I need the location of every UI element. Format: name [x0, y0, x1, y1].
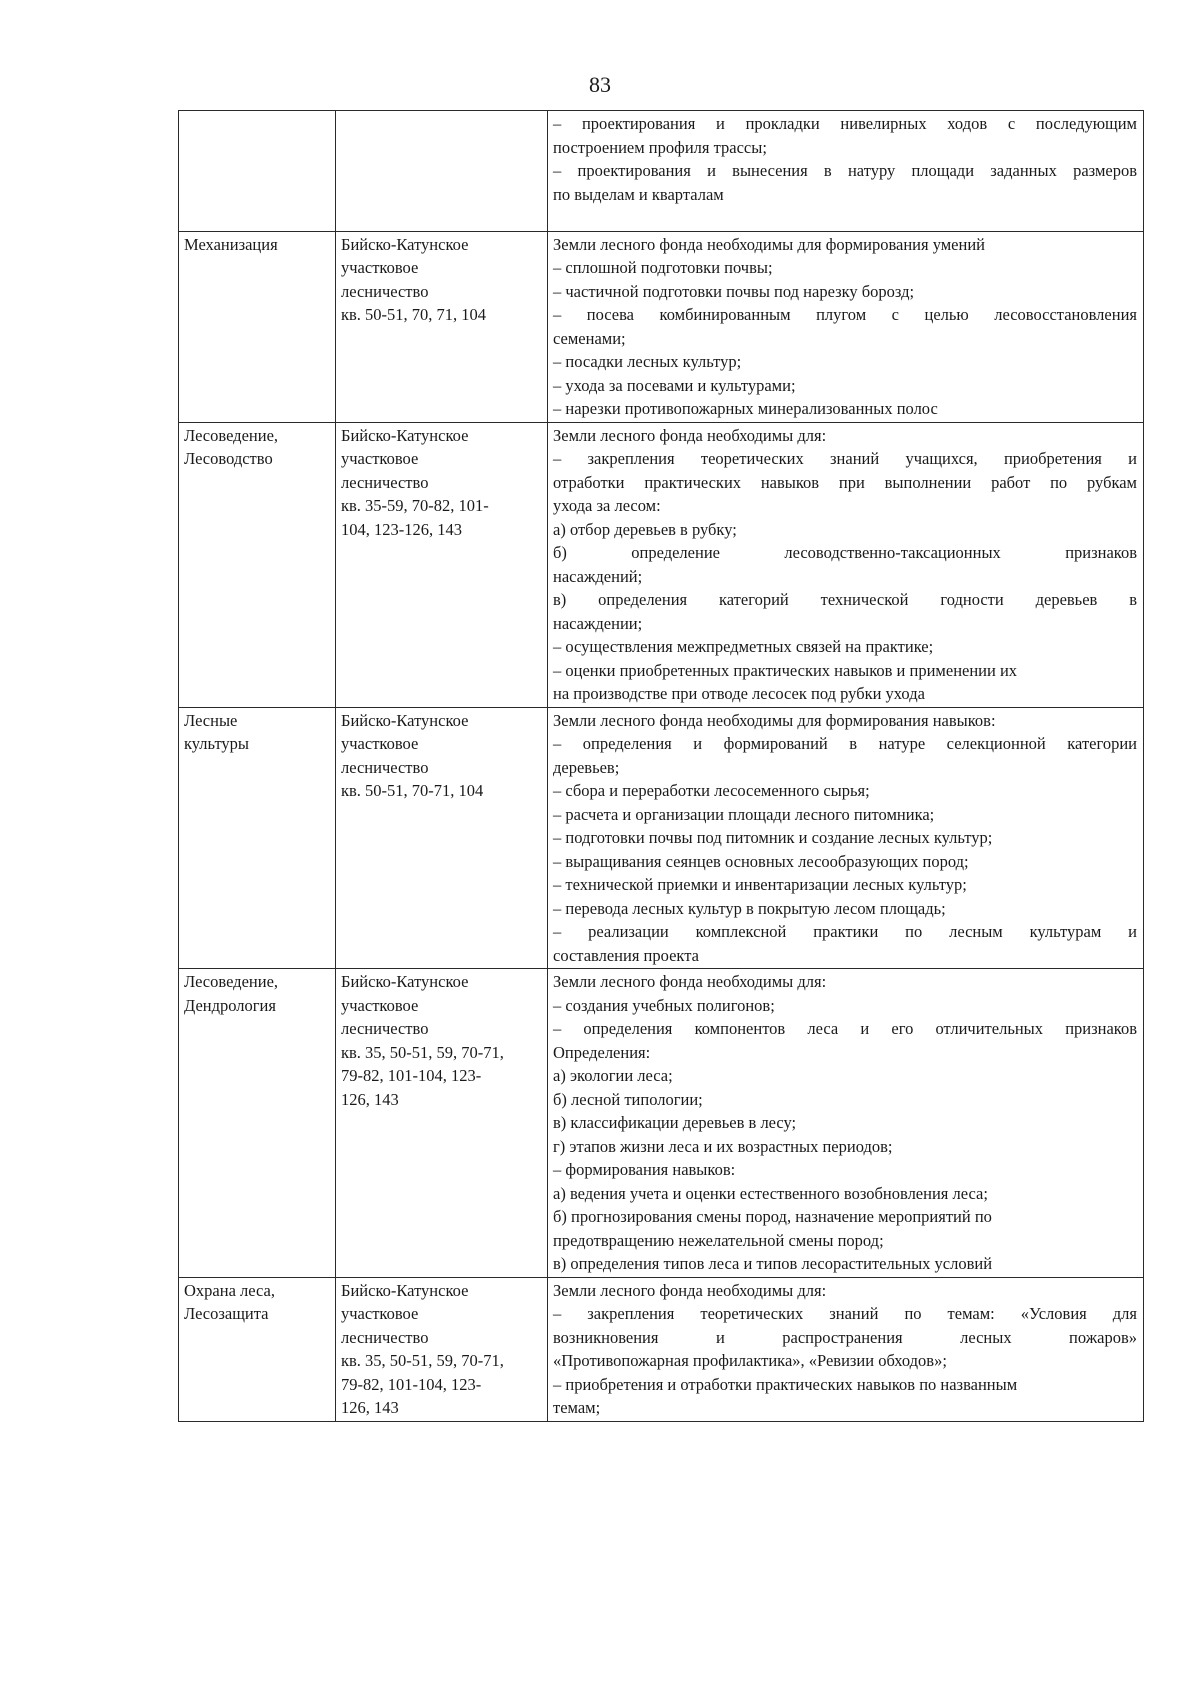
location-line: участковое [341, 995, 419, 1015]
subject-cell [179, 231, 336, 422]
subject-line: Механизация [184, 234, 278, 254]
content-line: – частичной подготовки почвы под нарезку борозд; [553, 281, 915, 301]
content-line: на производстве при отводе лесосек под рубки ухода [553, 684, 925, 703]
content-line: – расчета и организации площади лесного питомника; [553, 804, 935, 824]
subject-cell [179, 111, 336, 232]
subject-line: Лесоведение, [184, 425, 279, 445]
location-cell [336, 969, 548, 1278]
location-line: 79-82, 101-104, 123- [341, 1374, 482, 1394]
location-line: 126, 143 [341, 1089, 399, 1109]
content-line: – технической приемки и инвентаризации лесных культур; [553, 875, 967, 894]
page-number: 83 [589, 72, 611, 97]
location-line: лесничество [341, 757, 429, 777]
location-line: кв. 35-59, 70-82, 101- [341, 496, 489, 515]
location-line: Бийско-Катунское [341, 972, 469, 991]
content-line: «Противопожарная профилактика», «Ревизии обходов»; [553, 1351, 947, 1370]
location-line: кв. 50-51, 70, 71, 104 [341, 305, 487, 324]
location-line: лесничество [341, 1019, 429, 1038]
location-cell [336, 111, 548, 232]
subject-line: Лесозащита [184, 1304, 269, 1323]
content-line: – сплошной подготовки почвы; [553, 258, 773, 277]
table-row [179, 231, 1144, 422]
subject-cell [179, 422, 336, 707]
location-line: лесничество [341, 281, 429, 301]
content-line: Земли лесного фонда необходимы для: [553, 972, 827, 991]
subject-line: Дендрология [184, 995, 276, 1015]
content-line: а) отбор деревьев в рубку; [553, 519, 737, 539]
content-line: в) определения категорий технической годности деревьев в [553, 590, 1137, 609]
location-line: 126, 143 [341, 1398, 399, 1417]
content-line: – проектирования и прокладки нивелирных ходов с последующим [553, 114, 1137, 133]
content-line: – ухода за посевами и культурами; [553, 375, 796, 395]
content-line: – закрепления теоретических знаний учащихся, приобретения и [553, 449, 1137, 468]
content-line: ухода за лесом: [553, 496, 661, 515]
content-cell [548, 707, 1144, 969]
content-line: Определения: [553, 1042, 651, 1062]
content-cell [548, 969, 1144, 1278]
content-line: – посева комбинированным плугом с целью лесовосстановления [553, 305, 1137, 324]
location-cell [336, 707, 548, 969]
content-line: – сбора и переработки лесосеменного сырья; [553, 781, 870, 800]
content-cell [548, 111, 1144, 232]
content-line: построением профиля трассы; [553, 137, 767, 157]
content-line: насаждении; [553, 613, 643, 633]
content-line: отработки практических навыков при выполнении работ по рубкам [553, 472, 1137, 492]
content-line: в) определения типов леса и типов лесорастительных условий [553, 1254, 993, 1273]
subject-cell [179, 707, 336, 969]
location-line: участковое [341, 734, 419, 753]
content-line: Земли лесного фонда необходимы для: [553, 1280, 827, 1300]
content-line: г) этапов жизни леса и их возрастных периодов; [553, 1136, 893, 1156]
subject-cell [179, 1277, 336, 1421]
location-line: Бийско-Катунское [341, 710, 469, 730]
content-line: – посадки лесных культур; [553, 352, 742, 371]
content-line: – оценки приобретенных практических навыков и применении их [553, 660, 1018, 680]
content-line: деревьев; [553, 757, 620, 777]
subject-line: Охрана леса, [184, 1280, 275, 1300]
content-line: – создания учебных полигонов; [553, 995, 775, 1015]
content-line: Земли лесного фонда необходимы для формирования навыков: [553, 710, 996, 730]
table-row [179, 111, 1144, 232]
location-cell [336, 231, 548, 422]
content-line: семенами; [553, 328, 626, 348]
table-row [179, 969, 1144, 1278]
content-line: а) экологии леса; [553, 1066, 673, 1085]
content-line: – осуществления межпредметных связей на практике; [553, 637, 934, 656]
location-line: Бийско-Катунское [341, 425, 469, 445]
content-line: по выделам и кварталам [553, 184, 724, 204]
content-line: – выращивания сеянцев основных лесообразующих пород; [553, 851, 969, 871]
content-line: – закрепления теоретических знаний по темам: «Условия для [553, 1304, 1137, 1323]
location-line: участковое [341, 258, 419, 277]
location-line: Бийско-Катунское [341, 234, 469, 254]
subject-line: Лесоведение, [184, 972, 279, 991]
content-line: – приобретения и отработки практических навыков по названным [553, 1374, 1018, 1394]
table-row [179, 422, 1144, 707]
content-cell [548, 1277, 1144, 1421]
location-line: кв. 35, 50-51, 59, 70-71, [341, 1351, 504, 1370]
content-line: б) прогнозирования смены пород, назначение мероприятий по [553, 1207, 992, 1226]
content-line: – перевода лесных культур в покрытую лесом площадь; [553, 898, 946, 918]
content-line: составления проекта [553, 945, 699, 965]
content-line: – нарезки противопожарных минерализованных полос [553, 399, 938, 418]
content-cell [548, 422, 1144, 707]
content-line: – определения компонентов леса и его отличительных признаков [553, 1019, 1137, 1038]
subject-line: Лесные [184, 710, 238, 730]
content-line: б) лесной типологии; [553, 1089, 703, 1109]
content-line: – формирования навыков: [553, 1160, 736, 1179]
table-row [179, 707, 1144, 969]
content-line: – определения и формирований в натуре селекционной категории [553, 734, 1137, 753]
content-line: темам; [553, 1398, 601, 1417]
content-line: насаждений; [553, 566, 643, 586]
content-line: в) классификации деревьев в лесу; [553, 1113, 797, 1132]
content-line: предотвращению нежелательной смены пород; [553, 1230, 884, 1250]
content-line: – проектирования и вынесения в натуру площади заданных размеров [553, 161, 1137, 180]
location-line: 104, 123-126, 143 [341, 519, 462, 539]
location-line: кв. 50-51, 70-71, 104 [341, 781, 484, 800]
location-line: участковое [341, 449, 419, 468]
content-line: возникновения и распространения лесных пожаров» [553, 1327, 1137, 1347]
location-line: Бийско-Катунское [341, 1280, 469, 1300]
table-body [179, 111, 1144, 1422]
location-line: лесничество [341, 472, 429, 492]
content-line: – подготовки почвы под питомник и создание лесных культур; [553, 828, 993, 847]
location-line: 79-82, 101-104, 123- [341, 1066, 482, 1085]
content-line: а) ведения учета и оценки естественного возобновления леса; [553, 1183, 988, 1203]
location-cell [336, 1277, 548, 1421]
content-cell [548, 231, 1144, 422]
content-line: Земли лесного фонда необходимы для: [553, 425, 827, 445]
location-line: участковое [341, 1304, 419, 1323]
subject-cell [179, 969, 336, 1278]
practice-table [178, 110, 1144, 1422]
location-line: кв. 35, 50-51, 59, 70-71, [341, 1042, 504, 1062]
table-row [179, 1277, 1144, 1421]
location-cell [336, 422, 548, 707]
content-line: б) определение лесоводственно-таксационных признаков [553, 543, 1137, 562]
subject-line: Лесоводство [184, 449, 273, 468]
subject-line: культуры [184, 734, 250, 753]
content-line: – реализации комплексной практики по лесным культурам и [553, 922, 1137, 941]
location-line: лесничество [341, 1327, 429, 1347]
content-line: Земли лесного фонда необходимы для формирования умений [553, 234, 985, 254]
